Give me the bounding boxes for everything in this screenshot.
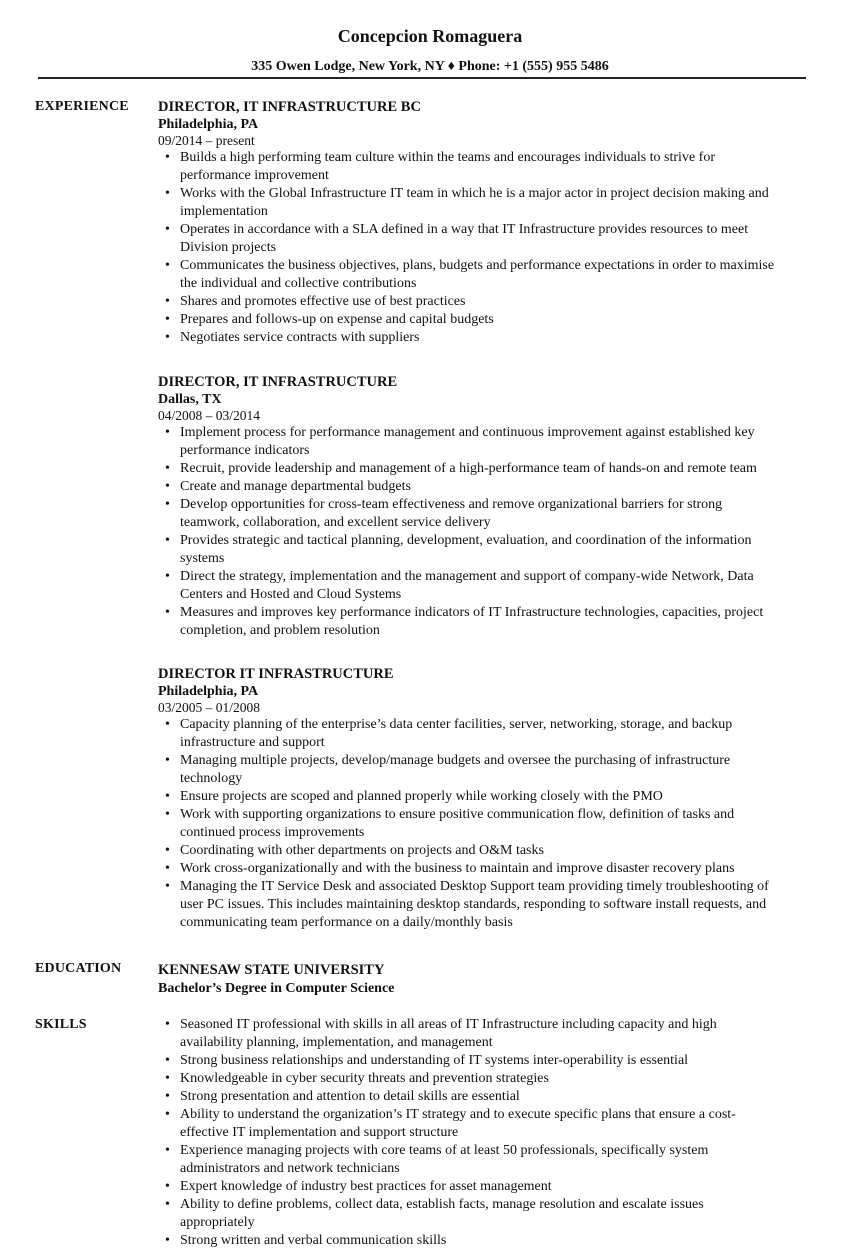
job-title: DIRECTOR, IT INFRASTRUCTURE [158, 374, 398, 390]
bullet-item [158, 752, 818, 788]
job-dates: 04/2008 – 03/2014 [158, 408, 261, 423]
job-entry [158, 373, 818, 640]
bullet-line: • Recruit, provide leadership and management of a high-performance team of hands-on and remote team [180, 461, 757, 476]
education-label: EDUCATION [35, 961, 122, 976]
bullet-line: • Measures and improves key performance indicators of IT Infrastructure technologies, capacities, project [180, 605, 764, 620]
bullet-line: • Negotiates service contracts with suppliers [180, 330, 420, 345]
skill-item [158, 1106, 818, 1142]
bullet-line: user PC issues. This includes maintaining desktop standards, responding to software install requests, and [180, 897, 767, 912]
candidate-name: Concepcion Romaguera [337, 26, 523, 46]
bullet-line: Centers and Hosted and Cloud Systems [180, 587, 402, 602]
bullet-line: the individual and collective contributions [180, 276, 417, 291]
skill-item [158, 1178, 818, 1196]
job-location: Philadelphia, PA [158, 684, 259, 699]
bullet-line: systems [180, 551, 225, 566]
bullet-item [158, 424, 818, 460]
bullet-line: • Ability to define problems, collect data, establish facts, manage resolution and escalate issues [180, 1197, 704, 1212]
bullet-line: • Strong business relationships and understanding of IT systems inter-operability is essential [180, 1053, 689, 1068]
skill-item [158, 1070, 818, 1088]
job-bullets [158, 149, 818, 347]
bullet-line: • Managing multiple projects, develop/manage budgets and oversee the purchasing of infrastructure [180, 753, 731, 768]
bullet-item [158, 460, 818, 478]
bullet-line: • Ability to understand the organization’s IT strategy and to execute specific plans that ensure a cost- [180, 1107, 736, 1122]
bullet-line: performance improvement [180, 168, 329, 183]
bullet-line: • Create and manage departmental budgets [180, 479, 411, 494]
bullet-item [158, 293, 818, 311]
header-divider [38, 77, 806, 79]
job-dates: 09/2014 – present [158, 133, 255, 148]
job-title: DIRECTOR, IT INFRASTRUCTURE BC [158, 99, 421, 115]
bullet-item [158, 149, 818, 185]
degree: Bachelor’s Degree in Computer Science [158, 981, 395, 996]
bullet-line: • Knowledgeable in cyber security threats and prevention strategies [180, 1071, 549, 1086]
bullet-item [158, 221, 818, 257]
bullet-line: • Coordinating with other departments on projects and O&M tasks [180, 843, 544, 858]
bullet-line: technology [180, 771, 243, 786]
bullet-line: • Direct the strategy, implementation and the management and support of company-wide Network, Data [180, 569, 754, 584]
bullet-item [158, 788, 818, 806]
bullet-line: • Managing the IT Service Desk and associated Desktop Support team providing timely troubleshooting of [180, 879, 769, 894]
bullet-line: • Ensure projects are scoped and planned properly while working closely with the PMO [180, 789, 663, 804]
bullet-item [158, 532, 818, 568]
job-location: Philadelphia, PA [158, 117, 259, 132]
bullet-line: teamwork, collaboration, and excellent service delivery [180, 515, 491, 530]
skill-item [158, 1088, 818, 1106]
contact-line: 335 Owen Lodge, New York, NY ♦ Phone: +1 (555) 955 5486 [251, 59, 609, 74]
skill-item [158, 1016, 818, 1052]
bullet-line: • Prepares and follows-up on expense and capital budgets [180, 312, 494, 327]
job-location: Dallas, TX [158, 392, 222, 407]
bullet-line: • Expert knowledge of industry best practices for asset management [180, 1179, 552, 1194]
bullet-item [158, 478, 818, 496]
bullet-line: administrators and network technicians [180, 1161, 400, 1176]
bullet-item [158, 329, 818, 347]
skill-item [158, 1196, 818, 1232]
bullet-line: • Strong written and verbal communication skills [180, 1233, 447, 1248]
bullet-line: completion, and problem resolution [180, 623, 380, 638]
bullet-line: • Work with supporting organizations to ensure positive communication flow, definition of tasks and [180, 807, 735, 822]
bullet-line: • Capacity planning of the enterprise’s data center facilities, server, networking, storage, and backup [180, 717, 733, 732]
bullet-line: • Works with the Global Infrastructure IT team in which he is a major actor in project decision making and [180, 186, 769, 201]
job-bullets [158, 424, 818, 640]
skill-item [158, 1142, 818, 1178]
bullet-item [158, 185, 818, 221]
bullet-line: effective IT implementation and support structure [180, 1125, 459, 1140]
bullet-item [158, 842, 818, 860]
bullet-line: infrastructure and support [180, 735, 325, 750]
bullet-item [158, 860, 818, 878]
job-entry [158, 665, 818, 932]
bullet-line: • Implement process for performance management and continuous improvement against established key [180, 425, 755, 440]
bullet-item [158, 604, 818, 640]
bullet-line: • Strong presentation and attention to detail skills are essential [180, 1089, 520, 1104]
bullet-line: • Experience managing projects with core teams of at least 50 professionals, specifically system [180, 1143, 709, 1158]
job-title: DIRECTOR IT INFRASTRUCTURE [158, 666, 394, 682]
bullet-line: • Communicates the business objectives, plans, budgets and performance expectations in order to maximise [180, 258, 775, 273]
bullet-item [158, 878, 818, 932]
bullet-line: • Work cross-organizationally and with the business to maintain and improve disaster recovery plans [180, 861, 735, 876]
job-bullets [158, 716, 818, 932]
bullet-item [158, 311, 818, 329]
school-name: KENNESAW STATE UNIVERSITY [158, 962, 385, 978]
bullet-item [158, 806, 818, 842]
bullet-line: appropriately [180, 1215, 255, 1230]
bullet-line: continued process improvements [180, 825, 365, 840]
experience-label: EXPERIENCE [35, 99, 129, 114]
bullet-line: • Provides strategic and tactical planning, development, evaluation, and coordination of the information [180, 533, 752, 548]
bullet-item [158, 496, 818, 532]
bullet-line: • Shares and promotes effective use of best practices [180, 294, 466, 309]
job-dates: 03/2005 – 01/2008 [158, 700, 261, 715]
bullet-line: • Develop opportunities for cross-team effectiveness and remove organizational barriers for strong [180, 497, 723, 512]
bullet-item [158, 257, 818, 293]
skills-bullets [158, 1016, 818, 1250]
bullet-line: • Seasoned IT professional with skills in all areas of IT Infrastructure including capacity and high [180, 1017, 717, 1032]
bullet-item [158, 568, 818, 604]
bullet-line: availability planning, implementation, and management [180, 1035, 493, 1050]
education-entry [158, 961, 818, 997]
skill-item [158, 1052, 818, 1070]
bullet-line: Division projects [180, 240, 277, 255]
job-entry [158, 98, 818, 347]
bullet-line: implementation [180, 204, 268, 219]
bullet-item [158, 716, 818, 752]
bullet-line: communicating team performance on a daily/monthly basis [180, 915, 513, 930]
bullet-line: performance indicators [180, 443, 310, 458]
skills-label: SKILLS [35, 1017, 87, 1032]
skill-item [158, 1232, 818, 1250]
skills-entry [158, 1016, 818, 1250]
bullet-line: • Builds a high performing team culture within the teams and encourages individuals to strive for [180, 150, 715, 165]
bullet-line: • Operates in accordance with a SLA defined in a way that IT Infrastructure provides resources to meet [180, 222, 749, 237]
